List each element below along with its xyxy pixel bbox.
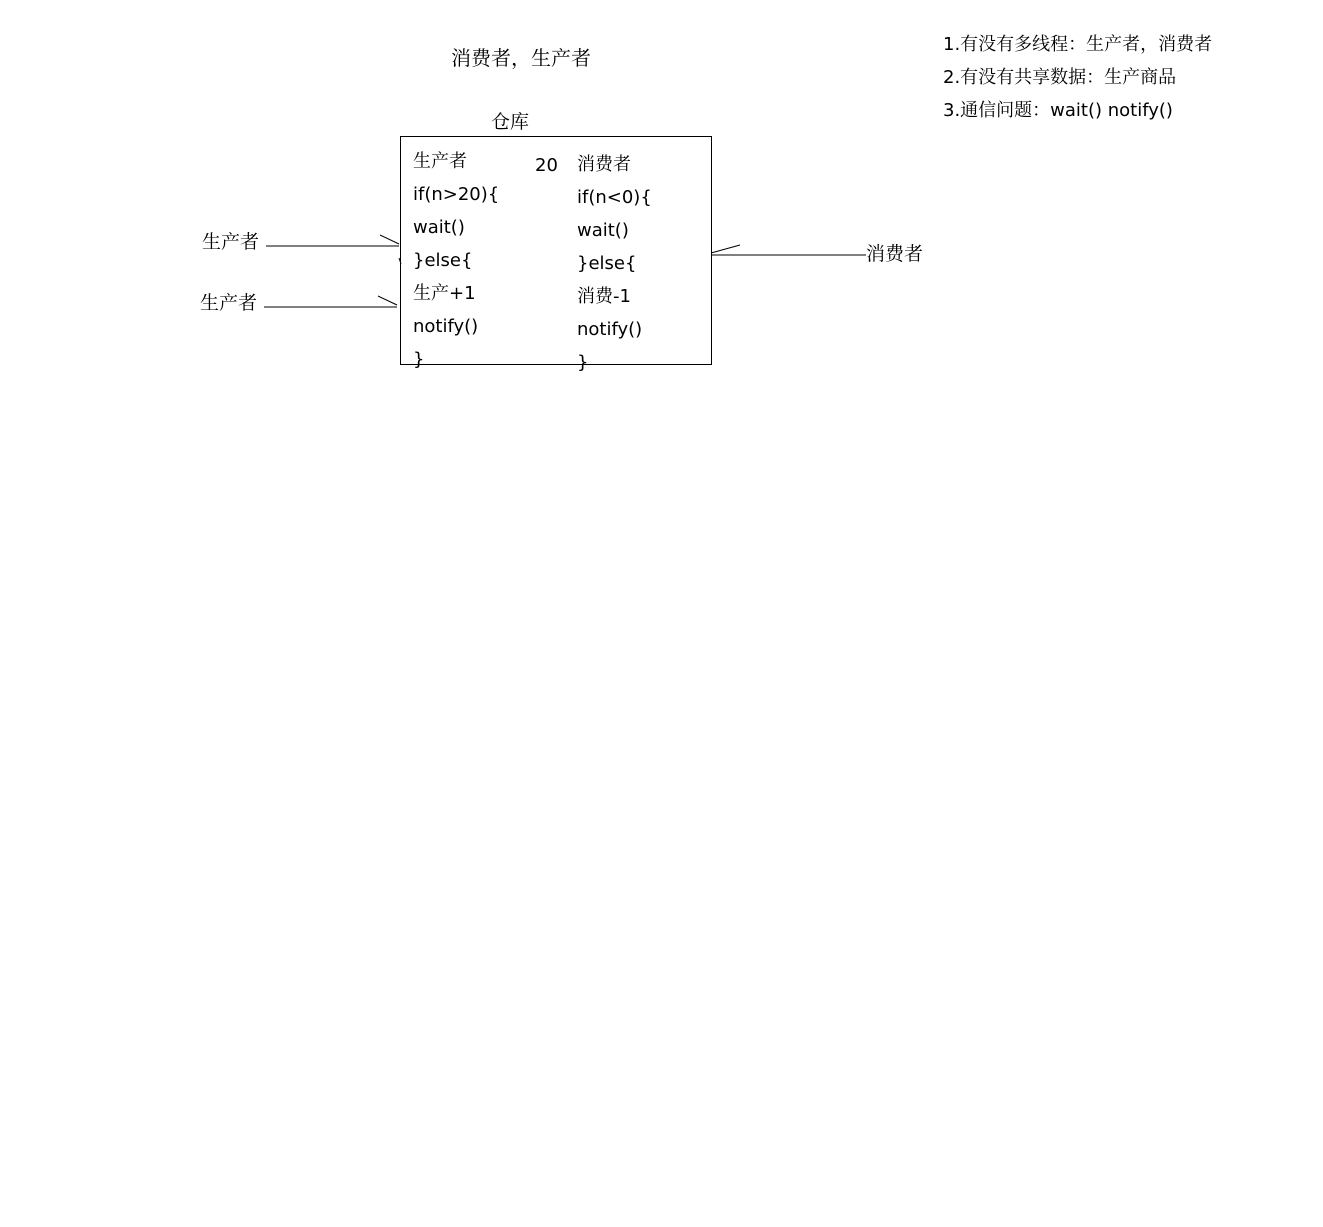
producer-code-line: wait() — [413, 217, 465, 238]
producer-code-line: 生产+1 — [413, 283, 476, 304]
consumer-code-line: }else{ — [577, 253, 637, 274]
consumer-code-line: if(n<0){ — [577, 187, 652, 208]
producer-actor-1: 生产者 — [202, 231, 260, 253]
diagram-title: 消费者，生产者 — [451, 46, 591, 70]
warehouse-label: 仓库 — [491, 111, 530, 133]
producer-actor-2: 生产者 — [200, 292, 258, 314]
producer-code-line: if(n>20){ — [413, 184, 500, 205]
consumer-code-line: } — [577, 352, 589, 373]
producer-code-line: }else{ — [413, 250, 473, 271]
producer-1-arrow-head — [380, 235, 399, 244]
note-item: 3.通信问题：wait() notify() — [943, 100, 1173, 121]
consumer-code-line: 消费-1 — [577, 286, 631, 307]
warehouse-count: 20 — [535, 155, 558, 176]
consumer-actor: 消费者 — [866, 243, 924, 265]
producer-code-line: notify() — [413, 316, 479, 337]
producer-code-line: } — [413, 349, 425, 370]
consumer-code-line: notify() — [577, 319, 643, 340]
consumer-arrow-head — [711, 245, 740, 253]
note-item: 2.有没有共享数据：生产商品 — [943, 67, 1177, 88]
consumer-code-line: 消费者 — [577, 154, 631, 175]
notes-list — [943, 28, 1212, 127]
note-item: 1.有没有多线程：生产者，消费者 — [943, 34, 1213, 55]
producer-2-arrow-head — [378, 296, 397, 305]
consumer-code-line: wait() — [577, 220, 629, 241]
producer-code-line: 生产者 — [413, 151, 467, 172]
producer-1-arrow-tick — [399, 258, 401, 264]
